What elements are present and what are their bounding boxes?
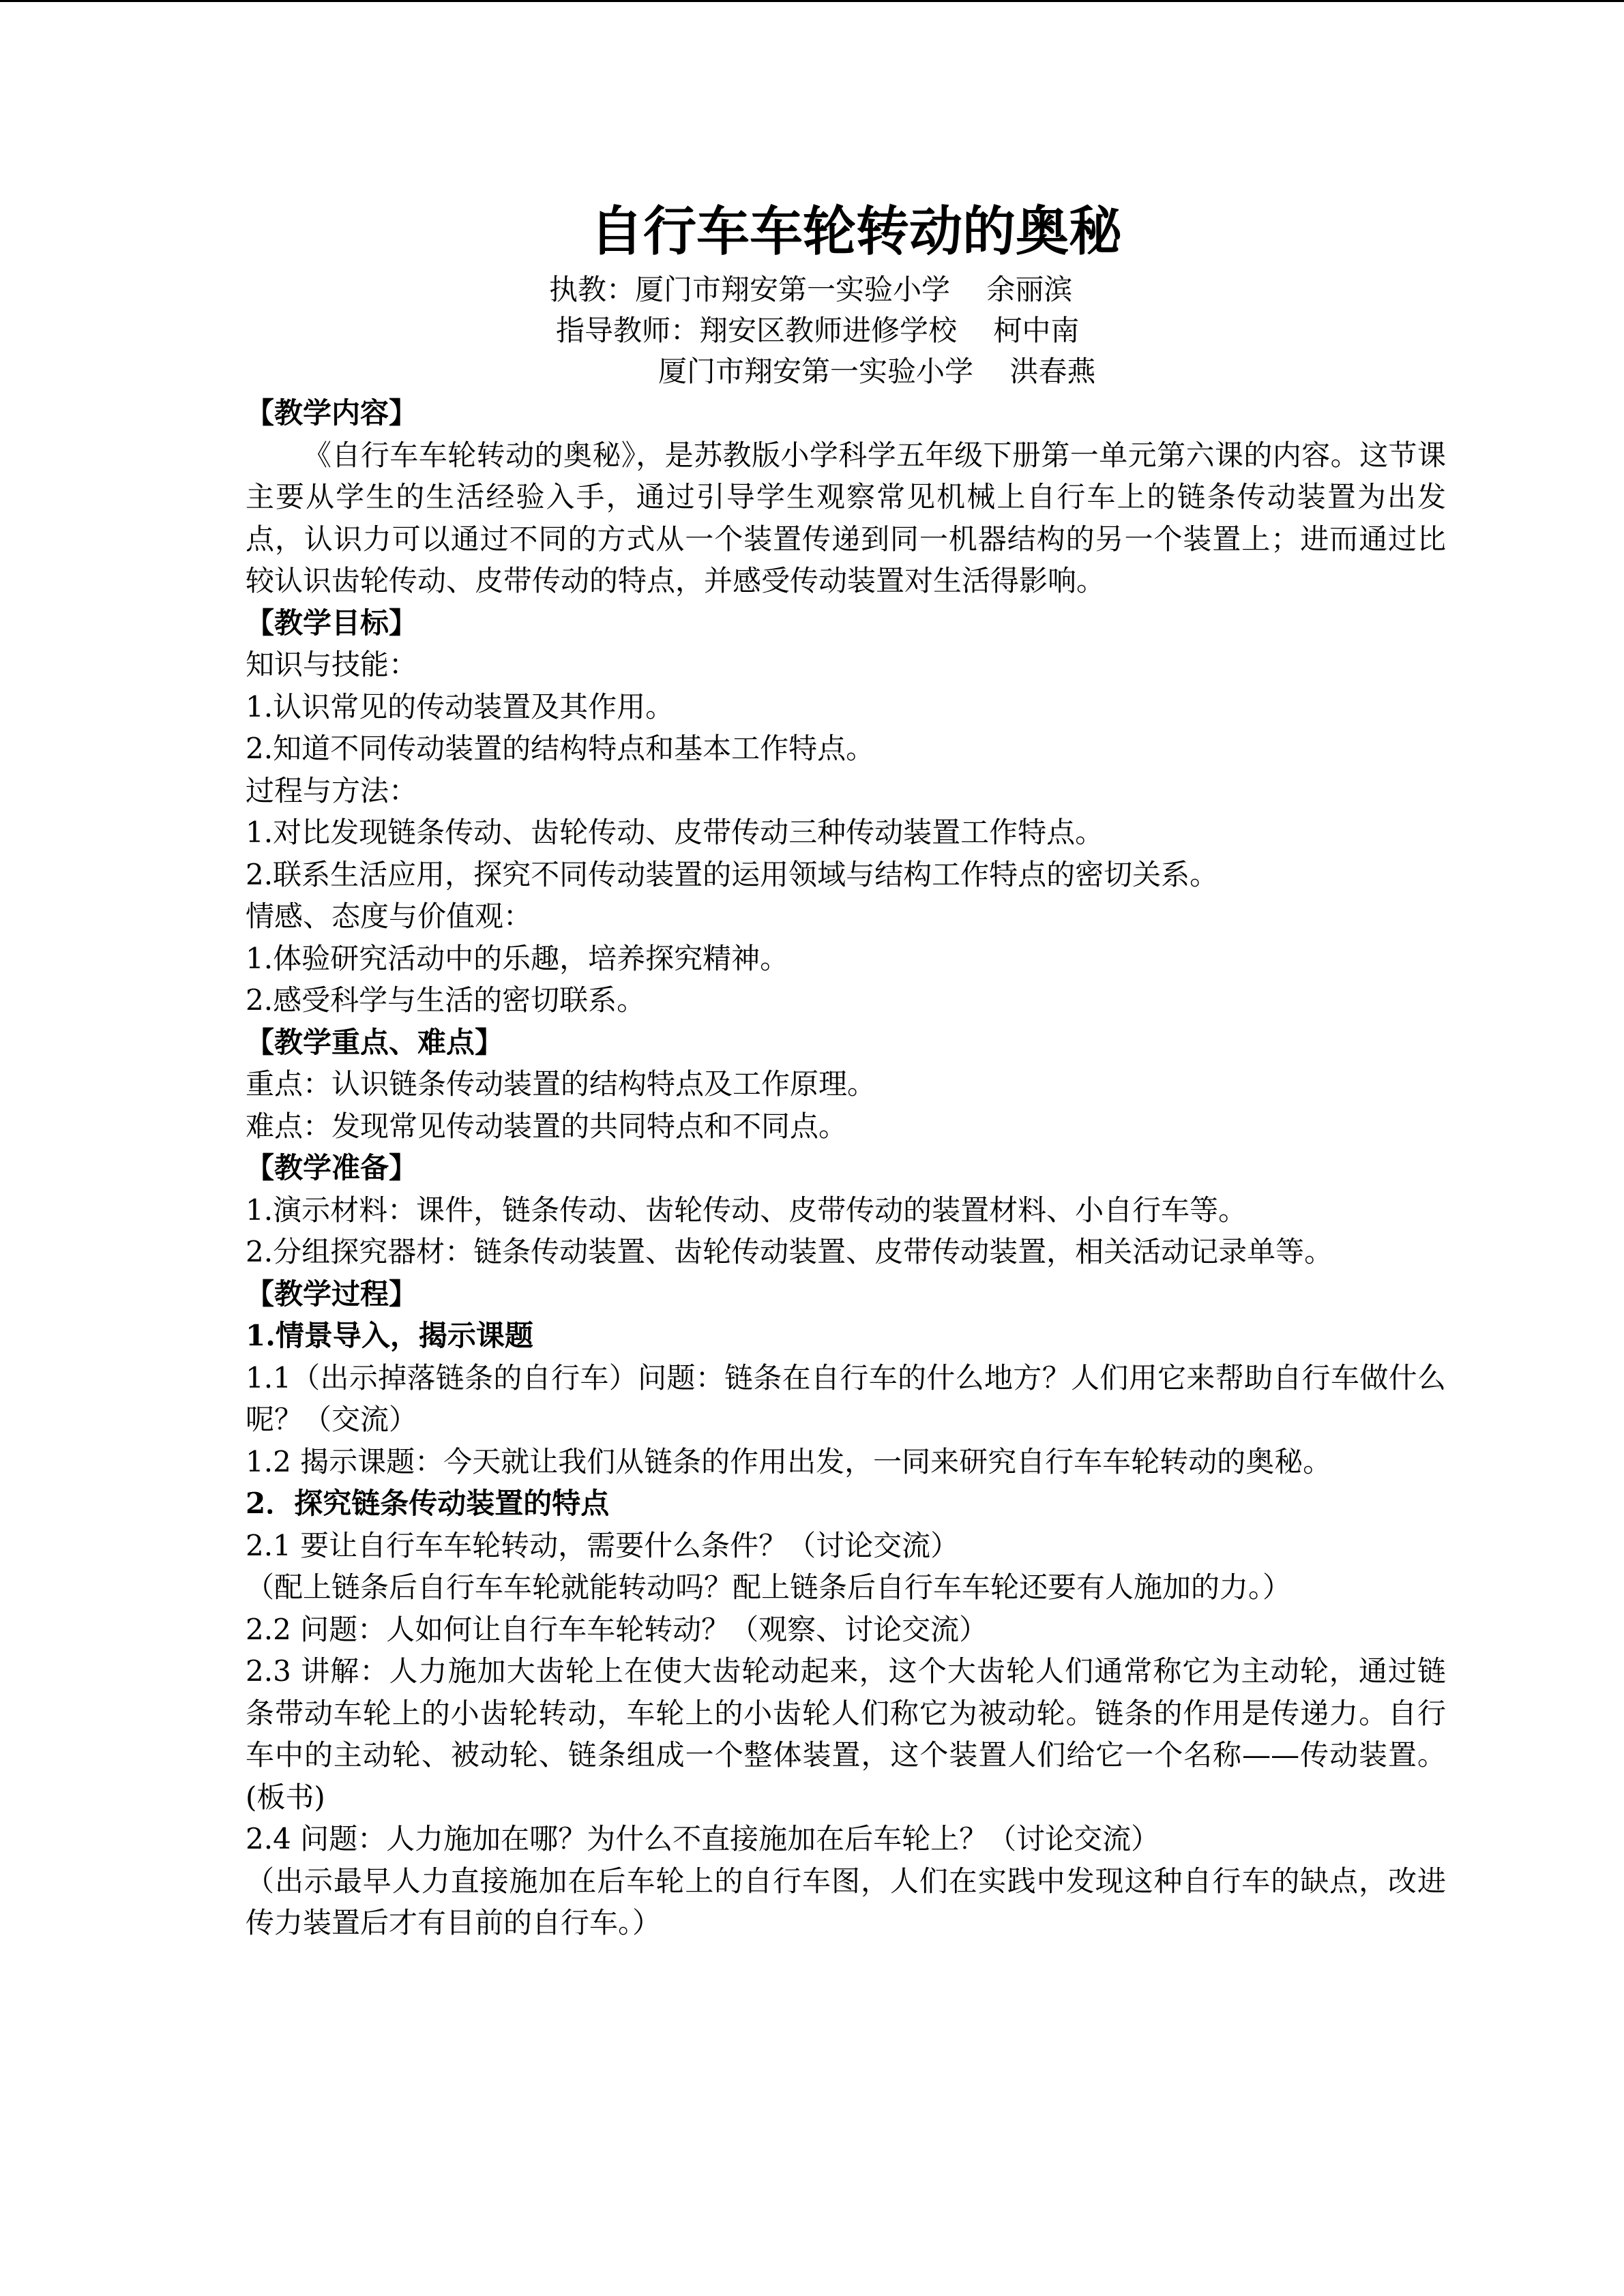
objective-line: 2.联系生活应用，探究不同传动装置的运用领域与结构工作特点的密切关系。: [246, 857, 1219, 891]
process-paragraph: 2.2 问题：人如何让自行车车轮转动？（观察、讨论交流）: [246, 1612, 988, 1646]
objective-line: 2.知道不同传动装置的结构特点和基本工作特点。: [246, 732, 875, 765]
document-title: 自行车车轮转动的奥秘: [589, 200, 1122, 263]
section-heading-preparation: 【教学准备】: [246, 1151, 418, 1184]
process-step-1-heading: 1.情景导入，揭示课题: [246, 1319, 533, 1352]
content-paragraph: 《自行车车轮转动的奥秘》，是苏教版小学科学五年级下册第一单元第六课的内容。这节课主要从学生的生活经验入手，通过引导学生观察常见机械上自行车上的链条传动装置为出发点，认识力可以通过不同的方式从一个装置传递到同一机器结构的另一个装置上；进而通过比较认识齿轮传动、皮带传动的特点，并感受传动装置对生活得影响。: [246, 438, 1446, 597]
byline-teacher: 执教：厦门市翔安第一实验小学 余丽滨: [549, 273, 1073, 306]
key-point-line: 难点：发现常见传动装置的共同特点和不同点。: [246, 1109, 848, 1143]
document-page: [246, 194, 1446, 1944]
process-paragraph: 2.4 问题：人力施加在哪？为什么不直接施加在后车轮上？（讨论交流）: [246, 1822, 1160, 1855]
process-paragraph: （配上链条后自行车车轮就能转动吗？配上链条后自行车车轮还要有人施加的力。）: [246, 1570, 1292, 1604]
process-step-2-heading: 2．探究链条传动装置的特点: [246, 1487, 610, 1520]
section-heading-objectives: 【教学目标】: [246, 606, 418, 640]
objective-line: 1.认识常见的传动装置及其作用。: [246, 689, 675, 724]
process-paragraph: （出示最早人力直接施加在后车轮上的自行车图，人们在实践中发现这种自行车的缺点，改进传力装置后才有目前的自行车。）: [246, 1864, 1446, 1939]
objective-line: 1.体验研究活动中的乐趣，培养探究精神。: [246, 941, 789, 975]
preparation-item: 1.演示材料：课件，链条传动、齿轮传动、皮带传动的装置材料、小自行车等。: [246, 1193, 1247, 1227]
process-paragraph: 2.1 要让自行车车轮转动，需要什么条件？（讨论交流）: [246, 1528, 960, 1562]
process-paragraph: 1.2 揭示课题：今天就让我们从链条的作用出发，一同来研究自行车车轮转动的奥秘。: [246, 1444, 1332, 1478]
byline-advisor-2: 厦门市翔安第一实验小学 洪春燕: [658, 355, 1096, 388]
objective-line: 1.对比发现链条传动、齿轮传动、皮带传动三种传动装置工作特点。: [246, 816, 1104, 849]
section-heading-process: 【教学过程】: [246, 1277, 418, 1311]
process-paragraph: 2.3 讲解：人力施加大齿轮上在使大齿轮动起来，这个大齿轮人们通常称它为主动轮，通过链条带动车轮上的小齿轮转动，车轮上的小齿轮人们称它为被动轮。链条的作用是传递力。自行车中的主动轮、被动轮、链条组成一个整体装置，这个装置人们给它一个名称——传动装置。(板书): [246, 1654, 1446, 1814]
section-heading-key-points: 【教学重点、难点】: [246, 1025, 504, 1059]
objective-line: 过程与方法：: [246, 773, 418, 807]
page-top-border: [0, 0, 1624, 2]
objective-line: 情感、态度与价值观：: [246, 899, 533, 933]
section-heading-content: 【教学内容】: [246, 396, 418, 430]
byline-advisor-1: 指导教师：翔安区教师进修学校 柯中南: [556, 314, 1080, 347]
objective-line: 知识与技能：: [246, 648, 418, 681]
objective-line: 2.感受科学与生活的密切联系。: [246, 983, 646, 1017]
preparation-item: 2.分组探究器材：链条传动装置、齿轮传动装置、皮带传动装置，相关活动记录单等。: [246, 1235, 1333, 1268]
process-paragraph: 1.1（出示掉落链条的自行车）问题：链条在自行车的什么地方？人们用它来帮助自行车做什么呢？（交流）: [246, 1360, 1446, 1436]
key-point-line: 重点：认识链条传动装置的结构特点及工作原理。: [246, 1067, 876, 1101]
